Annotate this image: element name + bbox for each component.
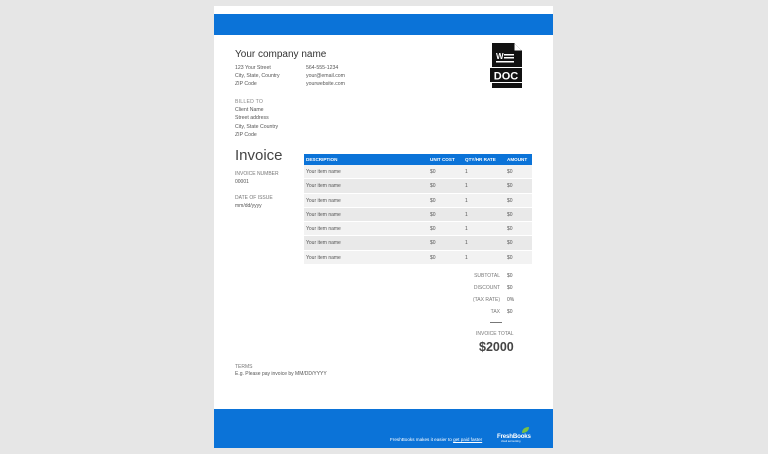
item-unit-cost: $0 [430, 197, 436, 204]
billed-to-label: BILLED TO [235, 99, 264, 105]
footer-message: FreshBooks makes it easier to [390, 437, 454, 442]
item-description: Your item name [306, 211, 341, 218]
item-unit-cost: $0 [430, 226, 436, 233]
company-contact [306, 64, 345, 89]
item-qty: 1 [465, 197, 468, 204]
item-unit-cost: $0 [430, 183, 436, 190]
item-unit-cost: $0 [430, 211, 436, 218]
item-qty: 1 [465, 183, 468, 190]
table-row [304, 236, 532, 250]
tax-rate-value: 0% [507, 297, 515, 303]
item-unit-cost: $0 [430, 240, 436, 247]
item-amount: $0 [507, 169, 513, 175]
table-row [304, 194, 532, 208]
subtotal-label: SUBTOTAL [474, 273, 500, 279]
logo-name: FreshBooks [497, 433, 531, 440]
item-amount: $0 [507, 197, 513, 204]
client-zip: ZIP Code [235, 131, 257, 138]
item-qty: 1 [465, 169, 468, 175]
date-of-issue-label: DATE OF ISSUE [235, 195, 273, 201]
item-amount: $0 [507, 254, 513, 261]
phone-text: 564-555-1234 [306, 65, 339, 71]
item-description: Your item name [306, 254, 341, 261]
address-line: 123 Your Street [235, 65, 271, 71]
table-row [304, 179, 532, 193]
tax-rate-label: (TAX RATE) [472, 297, 500, 303]
freshbooks-logo[interactable] [497, 426, 533, 444]
item-unit-cost: $0 [430, 169, 436, 175]
date-of-issue: mm/dd/yyyy [235, 203, 262, 209]
line-items-table [304, 154, 532, 265]
invoice-page [214, 6, 553, 448]
invoice-title: Invoice [235, 147, 283, 164]
header-qty: QTY/HR RATE [465, 157, 496, 162]
totals-divider [490, 322, 502, 323]
doc-file-icon [488, 42, 524, 89]
item-description: Your item name [306, 183, 341, 190]
item-description: Your item name [306, 240, 341, 247]
invoice-total: $2000 [479, 340, 514, 354]
client-street: Street address [235, 115, 269, 122]
item-amount: $0 [507, 226, 513, 233]
address-line: City, State, Country [235, 73, 280, 80]
tax-value: $0 [507, 309, 513, 315]
item-amount: $0 [507, 183, 513, 190]
item-description: Your item name [306, 197, 341, 204]
table-row [304, 208, 532, 222]
invoice-total-label: INVOICE TOTAL [476, 331, 514, 337]
billed-to [235, 98, 278, 139]
get-paid-faster-link[interactable]: get paid faster [453, 437, 483, 442]
item-qty: 1 [465, 211, 468, 218]
footer-bar [214, 409, 553, 448]
table-row [304, 251, 532, 265]
client-name: Client Name [235, 107, 264, 114]
item-description: Your item name [306, 169, 341, 175]
footer-text [390, 437, 482, 442]
table-row [304, 165, 532, 179]
invoice-number-label: INVOICE NUMBER [235, 171, 279, 177]
item-amount: $0 [507, 240, 513, 247]
invoice-number: 00001 [235, 179, 249, 185]
discount-label: DISCOUNT [473, 285, 500, 291]
table-row [304, 222, 532, 236]
header-amount: AMOUNT [507, 157, 528, 162]
doc-icon-label: DOC [493, 70, 519, 83]
subtotal-value: $0 [507, 273, 513, 279]
item-amount: $0 [507, 211, 513, 218]
company-name: Your company name [235, 49, 327, 60]
email-text: your@email.com [306, 73, 345, 80]
logo-subtitle: cloud accounting [501, 440, 521, 443]
item-qty: 1 [465, 226, 468, 233]
client-city: City, State Country [235, 123, 279, 130]
item-unit-cost: $0 [430, 254, 436, 261]
tax-label: TAX [490, 309, 500, 315]
table-header [304, 154, 532, 165]
website-text: yourwebsite.com [306, 81, 345, 88]
company-address [235, 64, 280, 89]
header-description: DESCRIPTION [306, 157, 338, 162]
address-line: ZIP Code [235, 81, 257, 88]
header-bar [214, 14, 553, 35]
terms-label: TERMS [235, 364, 253, 370]
svg-text:W: W [496, 52, 504, 61]
item-qty: 1 [465, 254, 468, 261]
discount-value: $0 [507, 285, 513, 291]
item-description: Your item name [306, 226, 341, 233]
terms-text: E.g. Please pay invoice by MM/DD/YYYY [235, 371, 327, 377]
header-unit-cost: UNIT COST [430, 157, 455, 162]
item-qty: 1 [465, 240, 468, 247]
